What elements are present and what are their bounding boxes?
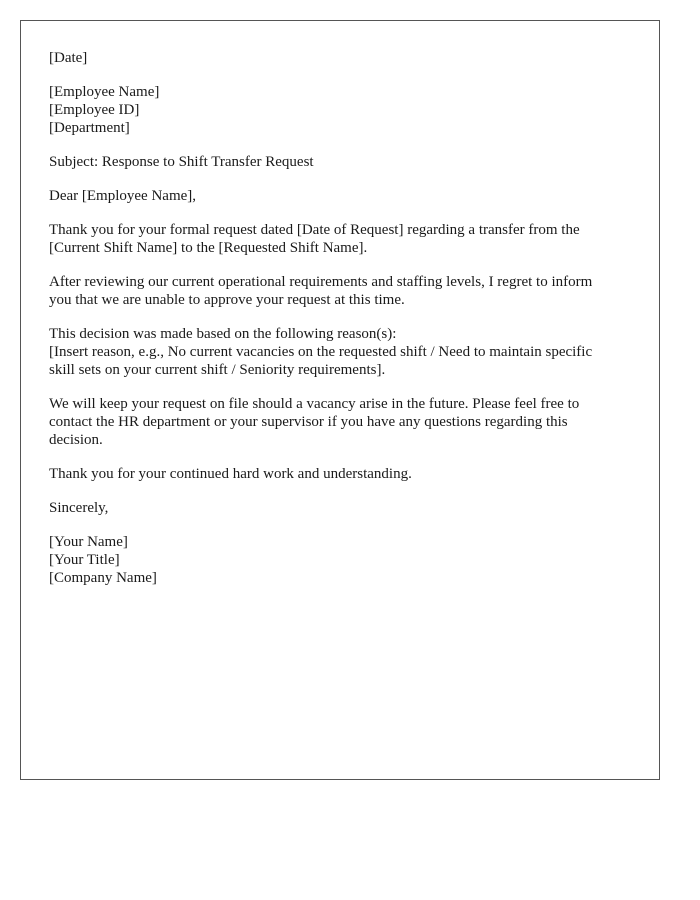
- body-paragraph-5: Thank you for your continued hard work and understanding.: [49, 466, 412, 482]
- salutation: Dear [Employee Name],: [49, 188, 197, 204]
- body-paragraph-1: [49, 221, 631, 257]
- body-paragraph-4-line: contact the HR department or your supervisor if you have any questions regarding this: [49, 414, 568, 430]
- body-paragraph-1-line: [Current Shift Name] to the [Requested Shift Name].: [49, 240, 368, 256]
- signature-company: [Company Name]: [49, 570, 157, 586]
- body-paragraph-3: [49, 325, 631, 379]
- signature-name: [Your Name]: [49, 534, 128, 550]
- body-paragraph-4-line: decision.: [49, 432, 103, 448]
- date-block: [49, 49, 631, 67]
- body-paragraph-1-line: Thank you for your formal request dated [Date of Request] regarding a transfer from the: [49, 222, 580, 238]
- signature-title: [Your Title]: [49, 552, 120, 568]
- department-line: [Department]: [49, 120, 130, 136]
- signature-block: [49, 533, 631, 587]
- letter-page: [20, 20, 660, 780]
- body-paragraph-3-line: skill sets on your current shift / Seniority requirements].: [49, 362, 386, 378]
- body-paragraph-4-line: We will keep your request on file should a vacancy arise in the future. Please feel free to: [49, 396, 580, 412]
- recipient-block: [49, 83, 631, 137]
- employee-id-line: [Employee ID]: [49, 102, 140, 118]
- date-line: [Date]: [49, 50, 88, 66]
- employee-name-line: [Employee Name]: [49, 84, 160, 100]
- closing: Sincerely,: [49, 500, 109, 516]
- body-paragraph-3-line: This decision was made based on the following reason(s):: [49, 326, 397, 342]
- subject-line: Subject: Response to Shift Transfer Request: [49, 154, 314, 170]
- body-paragraph-3-line: [Insert reason, e.g., No current vacancies on the requested shift / Need to maintain specific: [49, 344, 593, 360]
- body-paragraph-4: [49, 395, 631, 449]
- body-paragraph-2: [49, 273, 631, 309]
- body-paragraph-2-line: After reviewing our current operational requirements and staffing levels, I regret to inform: [49, 274, 593, 290]
- body-paragraph-2-line: you that we are unable to approve your request at this time.: [49, 292, 405, 308]
